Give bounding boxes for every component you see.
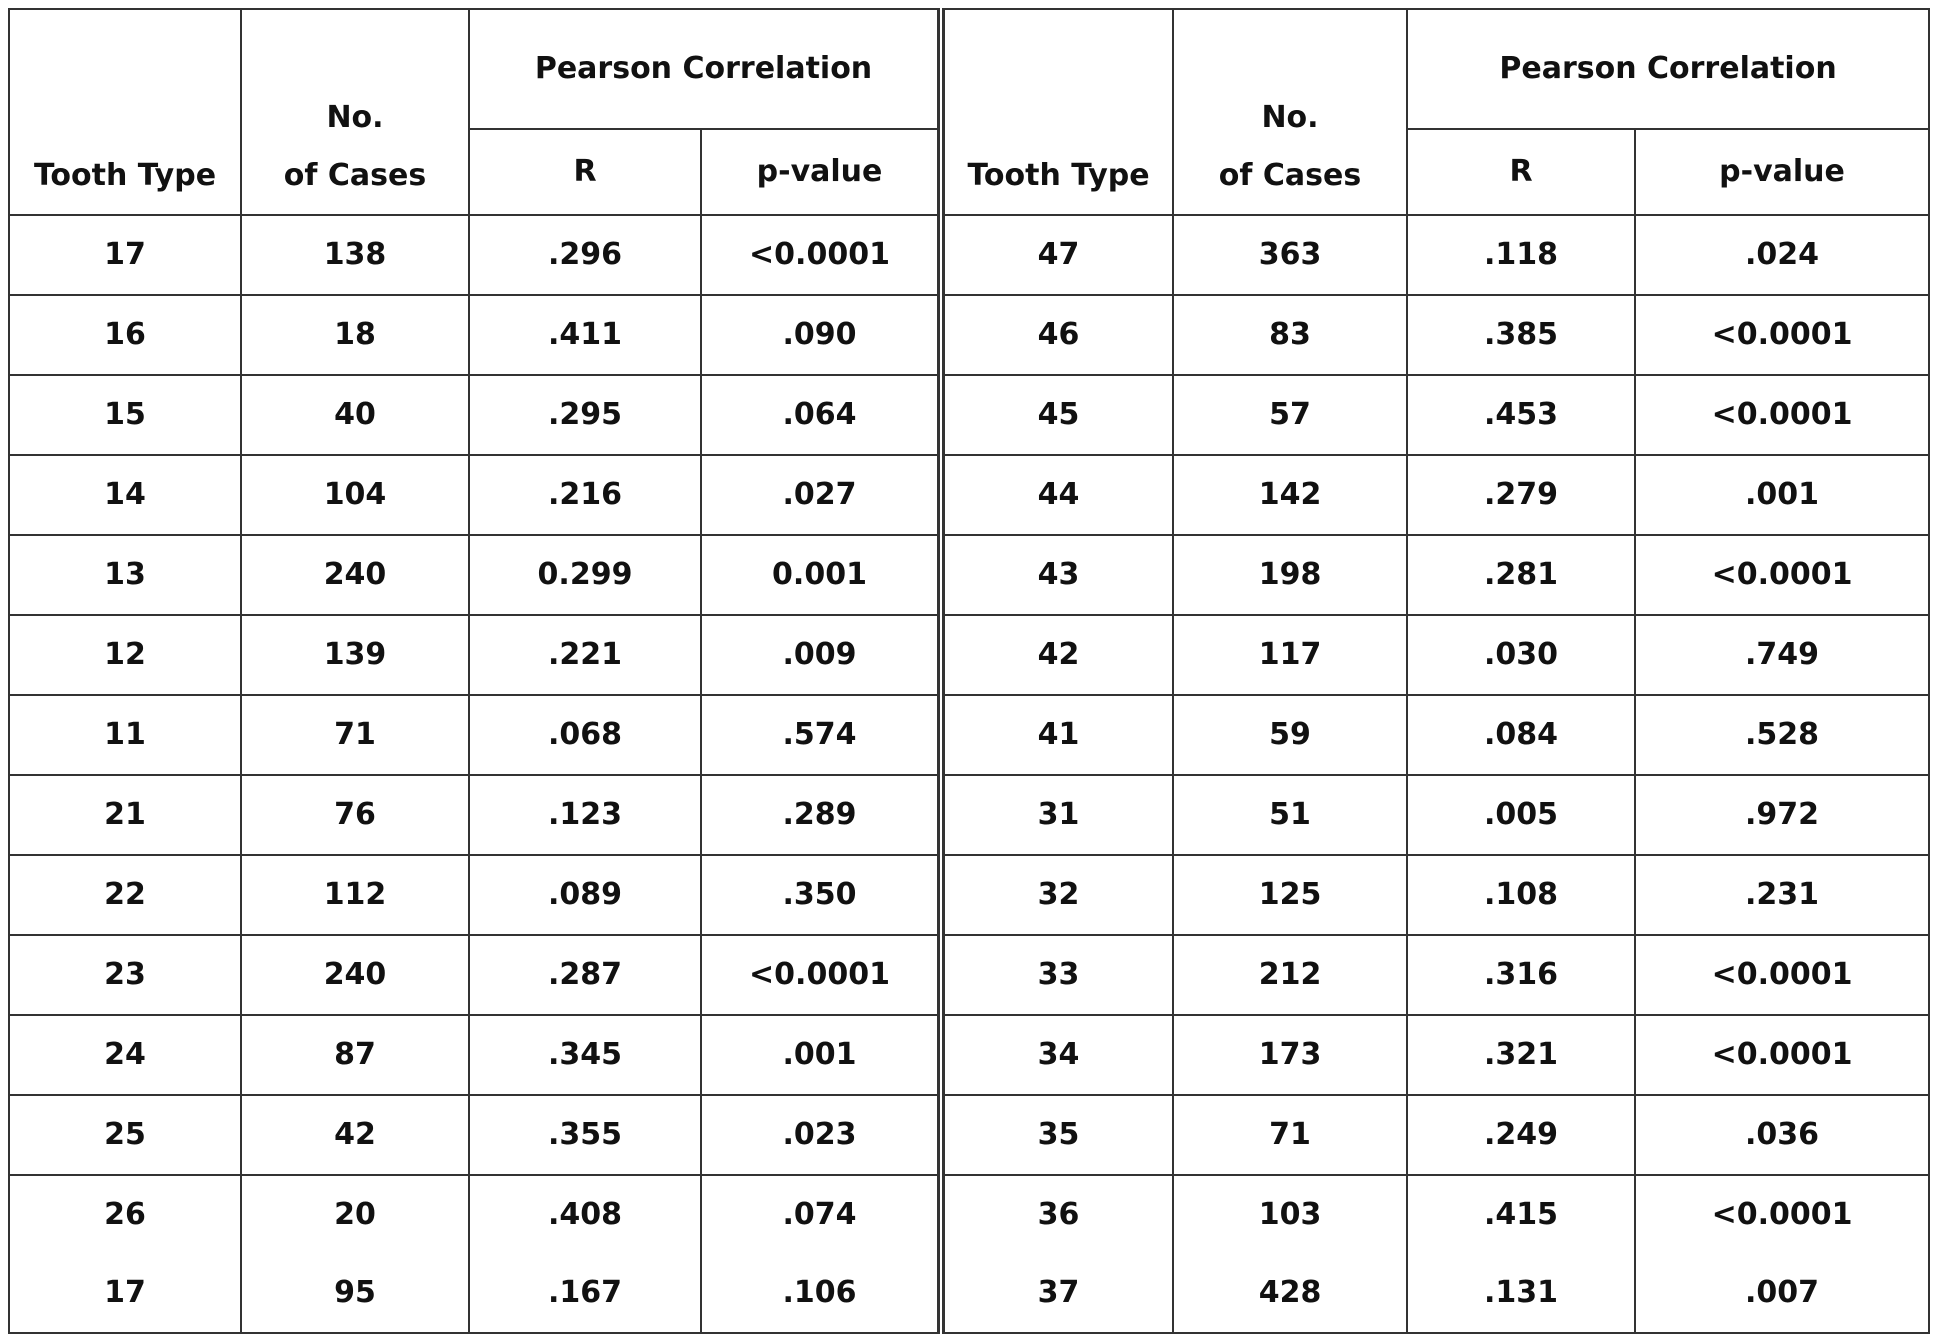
left-tooth-type-cell: 17 <box>9 215 241 295</box>
left-tooth-type-cell: 12 <box>9 615 241 695</box>
left-r-cell: .296 <box>469 215 701 295</box>
table-row <box>9 1254 1929 1333</box>
correlation-table-container <box>8 8 1928 1330</box>
right-p-value-cell: .749 <box>1635 615 1929 695</box>
left-r-cell: .355 <box>469 1095 701 1175</box>
left-tooth-type-cell: 25 <box>9 1095 241 1175</box>
table-row <box>9 775 1929 855</box>
right-cases-cell: 142 <box>1173 455 1407 535</box>
right-r-cell: .415 <box>1407 1175 1635 1254</box>
table-row <box>9 1015 1929 1095</box>
table-row <box>9 535 1929 615</box>
left-cases-cell: 42 <box>241 1095 469 1175</box>
right-p-value-cell: <0.0001 <box>1635 295 1929 375</box>
right-tooth-type-cell: 36 <box>941 1175 1173 1254</box>
left-p-value-cell: .027 <box>701 455 941 535</box>
table-row <box>9 1095 1929 1175</box>
left-r-cell: .295 <box>469 375 701 455</box>
left-p-value-cell: .074 <box>701 1175 941 1254</box>
left-p-value-cell: .001 <box>701 1015 941 1095</box>
right-p-value-cell: .007 <box>1635 1254 1929 1333</box>
left-cases-cell: 40 <box>241 375 469 455</box>
left-cases-cell: 240 <box>241 535 469 615</box>
left-r-cell: 0.299 <box>469 535 701 615</box>
left-p-value-cell: .090 <box>701 295 941 375</box>
left-p-value-cell: 0.001 <box>701 535 941 615</box>
right-r-cell: .030 <box>1407 615 1635 695</box>
right-p-value-cell: <0.0001 <box>1635 1175 1929 1254</box>
left-p-value-cell: <0.0001 <box>701 215 941 295</box>
right-p-value-cell: <0.0001 <box>1635 535 1929 615</box>
right-tooth-type-cell: 43 <box>941 535 1173 615</box>
right-tooth-type-cell: 44 <box>941 455 1173 535</box>
right-p-value-header: p-value <box>1635 129 1929 215</box>
left-tooth-type-cell: 16 <box>9 295 241 375</box>
left-r-cell: .221 <box>469 615 701 695</box>
left-cases-cell: 71 <box>241 695 469 775</box>
right-p-value-cell: .036 <box>1635 1095 1929 1175</box>
right-tooth-type-cell: 46 <box>941 295 1173 375</box>
left-cases-cell: 240 <box>241 935 469 1015</box>
left-r-cell: .345 <box>469 1015 701 1095</box>
table-header <box>9 9 1929 215</box>
left-p-value-cell: .023 <box>701 1095 941 1175</box>
table-row <box>9 695 1929 775</box>
left-cases-cell: 87 <box>241 1015 469 1095</box>
left-cases-header-line2: of Cases <box>283 158 427 193</box>
right-r-cell: .279 <box>1407 455 1635 535</box>
right-r-cell: .321 <box>1407 1015 1635 1095</box>
table-row <box>9 375 1929 455</box>
left-r-cell: .411 <box>469 295 701 375</box>
right-tooth-type-cell: 37 <box>941 1254 1173 1333</box>
left-tooth-type-cell: 26 <box>9 1175 241 1254</box>
right-tooth-type-cell: 42 <box>941 615 1173 695</box>
left-cases-cell: 138 <box>241 215 469 295</box>
left-tooth-type-header <box>9 9 241 215</box>
right-p-value-cell: .001 <box>1635 455 1929 535</box>
right-cases-cell: 117 <box>1173 615 1407 695</box>
table-row <box>9 295 1929 375</box>
left-cases-cell: 95 <box>241 1254 469 1333</box>
right-p-value-cell: <0.0001 <box>1635 935 1929 1015</box>
right-p-value-cell: <0.0001 <box>1635 375 1929 455</box>
right-r-cell: .453 <box>1407 375 1635 455</box>
left-p-value-cell: .064 <box>701 375 941 455</box>
right-r-cell: .281 <box>1407 535 1635 615</box>
table-row <box>9 215 1929 295</box>
left-p-value-cell: .574 <box>701 695 941 775</box>
table-row <box>9 455 1929 535</box>
right-cases-header-line2: of Cases <box>1218 158 1362 193</box>
left-cases-header <box>241 9 469 215</box>
left-cases-header-line1: No. <box>326 100 384 135</box>
right-cases-cell: 198 <box>1173 535 1407 615</box>
right-cases-cell: 103 <box>1173 1175 1407 1254</box>
left-cases-header-label <box>242 100 468 214</box>
left-p-value-cell: <0.0001 <box>701 935 941 1015</box>
left-r-header: R <box>469 129 701 215</box>
right-p-value-cell: .528 <box>1635 695 1929 775</box>
right-cases-header-label <box>1174 100 1406 214</box>
right-cases-cell: 83 <box>1173 295 1407 375</box>
right-cases-cell: 57 <box>1173 375 1407 455</box>
right-cases-cell: 173 <box>1173 1015 1407 1095</box>
left-r-cell: .123 <box>469 775 701 855</box>
right-r-cell: .108 <box>1407 855 1635 935</box>
right-tooth-type-header-label: Tooth Type <box>967 158 1150 193</box>
table-row <box>9 855 1929 935</box>
right-tooth-type-cell: 47 <box>941 215 1173 295</box>
right-tooth-type-header <box>941 9 1173 215</box>
right-r-cell: .118 <box>1407 215 1635 295</box>
right-tooth-type-cell: 34 <box>941 1015 1173 1095</box>
left-p-value-cell: .009 <box>701 615 941 695</box>
left-tooth-type-header-label: Tooth Type <box>33 158 217 193</box>
right-p-value-cell: .231 <box>1635 855 1929 935</box>
right-p-value-cell: .024 <box>1635 215 1929 295</box>
right-r-cell: .316 <box>1407 935 1635 1015</box>
left-tooth-type-cell: 21 <box>9 775 241 855</box>
left-cases-cell: 76 <box>241 775 469 855</box>
right-tooth-type-cell: 45 <box>941 375 1173 455</box>
table-row <box>9 935 1929 1015</box>
left-tooth-type-cell: 22 <box>9 855 241 935</box>
left-cases-cell: 18 <box>241 295 469 375</box>
left-cases-cell: 104 <box>241 455 469 535</box>
right-r-cell: .131 <box>1407 1254 1635 1333</box>
left-tooth-type-cell: 14 <box>9 455 241 535</box>
right-cases-cell: 71 <box>1173 1095 1407 1175</box>
right-tooth-type-cell: 33 <box>941 935 1173 1015</box>
left-tooth-type-cell: 13 <box>9 535 241 615</box>
table-body <box>9 215 1929 1333</box>
left-r-cell: .216 <box>469 455 701 535</box>
right-tooth-type-cell: 41 <box>941 695 1173 775</box>
left-tooth-type-cell: 24 <box>9 1015 241 1095</box>
right-cases-cell: 51 <box>1173 775 1407 855</box>
left-tooth-type-cell: 17 <box>9 1254 241 1333</box>
right-p-value-cell: <0.0001 <box>1635 1015 1929 1095</box>
left-tooth-type-cell: 11 <box>9 695 241 775</box>
right-p-value-cell: .972 <box>1635 775 1929 855</box>
right-tooth-type-cell: 32 <box>941 855 1173 935</box>
right-cases-header-line1: No. <box>1261 100 1319 135</box>
pearson-correlation-table <box>8 8 1930 1334</box>
left-p-value-header: p-value <box>701 129 941 215</box>
left-r-cell: .287 <box>469 935 701 1015</box>
left-pearson-header: Pearson Correlation <box>469 9 941 129</box>
table-row <box>9 615 1929 695</box>
right-r-cell: .385 <box>1407 295 1635 375</box>
right-r-cell: .005 <box>1407 775 1635 855</box>
left-cases-cell: 139 <box>241 615 469 695</box>
right-r-header: R <box>1407 129 1635 215</box>
left-tooth-type-cell: 15 <box>9 375 241 455</box>
left-r-cell: .408 <box>469 1175 701 1254</box>
left-r-cell: .068 <box>469 695 701 775</box>
left-p-value-cell: .350 <box>701 855 941 935</box>
right-tooth-type-cell: 35 <box>941 1095 1173 1175</box>
left-p-value-cell: .289 <box>701 775 941 855</box>
right-r-cell: .084 <box>1407 695 1635 775</box>
right-pearson-header: Pearson Correlation <box>1407 9 1929 129</box>
right-cases-cell: 212 <box>1173 935 1407 1015</box>
right-cases-cell: 363 <box>1173 215 1407 295</box>
right-cases-header <box>1173 9 1407 215</box>
left-r-cell: .089 <box>469 855 701 935</box>
right-cases-cell: 59 <box>1173 695 1407 775</box>
left-r-cell: .167 <box>469 1254 701 1333</box>
right-tooth-type-cell: 31 <box>941 775 1173 855</box>
right-cases-cell: 125 <box>1173 855 1407 935</box>
left-tooth-type-cell: 23 <box>9 935 241 1015</box>
left-p-value-cell: .106 <box>701 1254 941 1333</box>
left-cases-cell: 112 <box>241 855 469 935</box>
left-cases-cell: 20 <box>241 1175 469 1254</box>
right-r-cell: .249 <box>1407 1095 1635 1175</box>
table-row <box>9 1175 1929 1254</box>
right-cases-cell: 428 <box>1173 1254 1407 1333</box>
